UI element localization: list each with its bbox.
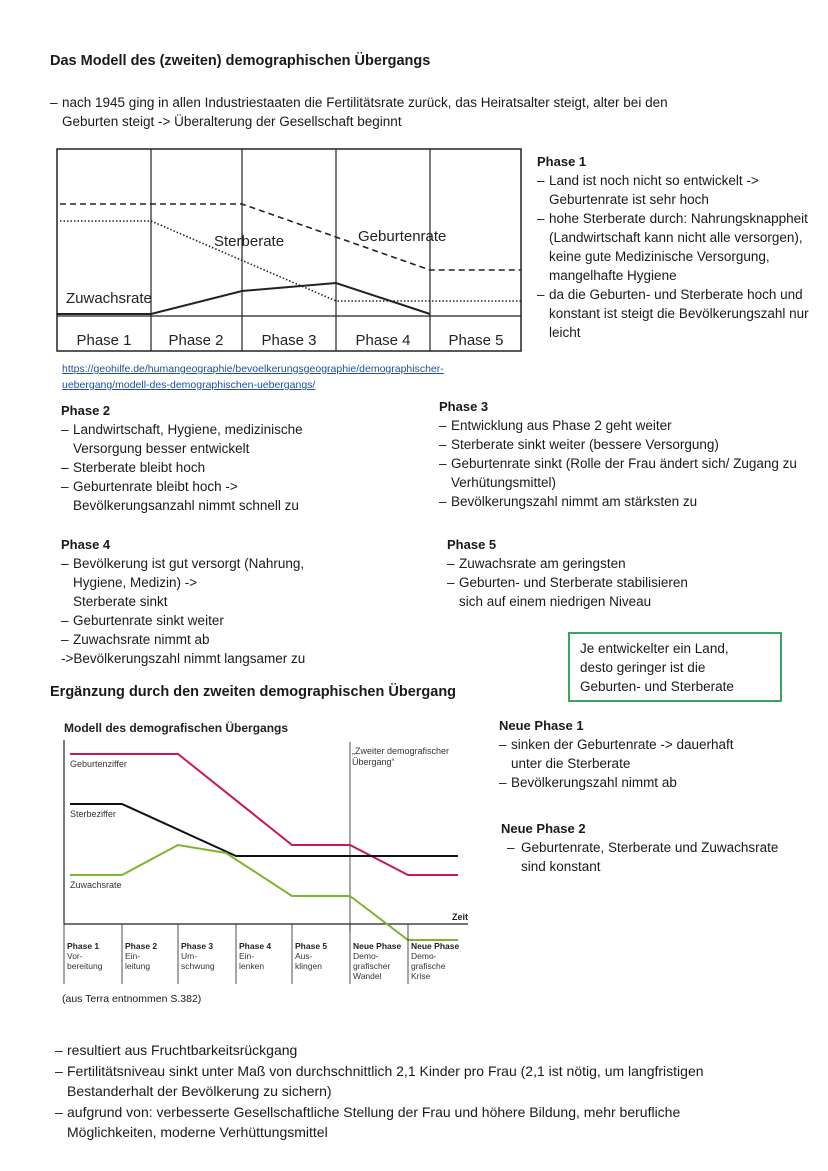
phase-label-1: Phase 1: [76, 332, 132, 349]
diagram2-title: Modell des demografischen Übergangs: [64, 721, 289, 735]
phase4-conclusion: ->Bevölkerungszahl nimmt langsamer zu: [61, 651, 306, 666]
list-item: – Landwirtschaft, Hygiene, medizinische: [61, 420, 401, 439]
diagram2-phase-labels: [67, 941, 459, 981]
list-item: Verhütungsmittel): [451, 475, 557, 490]
diagram2-phase-heading: Phase 5: [295, 941, 328, 951]
diagram2-phase-sublabel: Vor-: [67, 951, 83, 961]
zuwachsrate-curve-label: Zuwachsrate: [70, 880, 122, 890]
phase5-section: [447, 535, 767, 611]
neue-phase2-list: [501, 838, 821, 876]
zuwachsrate-curve: [70, 845, 458, 940]
diagram2-phase-sublabel: schwung: [181, 961, 215, 971]
geburtenrate-line: [60, 204, 521, 270]
list-item: – Bevölkerungszahl nimmt am stärksten zu: [439, 492, 824, 511]
diagram-frame: [57, 149, 521, 351]
section-subtitle: Ergänzung durch den zweiten demographischen Übergang: [50, 684, 457, 700]
phase-label-3: Phase 3: [261, 332, 317, 349]
phase4-list: [61, 554, 401, 649]
source-link-line-1[interactable]: https://geohilfe.de/humangeographie/bevoelkerungsgeographie/demographischer-: [62, 363, 444, 375]
list-item: Hygiene, Medizin) ->: [73, 575, 198, 590]
second-transition-label-2: Übergang“: [352, 757, 395, 767]
phase3-list: [439, 416, 824, 511]
list-item: leicht: [549, 325, 581, 340]
list-item: – Sterberate bleibt hoch: [61, 458, 401, 477]
phase-label-4: Phase 4: [355, 332, 411, 349]
demographic-transition-diagram: [56, 148, 522, 352]
diagram2-phase-sublabel: Um-: [181, 951, 198, 961]
list-item: sind konstant: [521, 859, 601, 874]
source-link-line-2[interactable]: uebergang/modell-des-demographischen-uebergangs/: [62, 379, 316, 391]
sterbeziffer-line: [70, 804, 458, 856]
zeit-label: Zeit: [452, 912, 469, 922]
list-item: mangelhafte Hygiene: [549, 268, 677, 283]
geburtenziffer-label: Geburtenziffer: [70, 759, 127, 769]
diagram2-phase-sublabel: leitung: [125, 961, 151, 971]
list-item: – resultiert aus Fruchtbarkeitsrückgang: [55, 1040, 820, 1061]
diagram2-phase-heading: Phase 2: [125, 941, 158, 951]
intro-line-1: – nach 1945 ging in allen Industriestaaten die Fertilitätsrate zurück, das Heiratsalter steigt, alter bei den: [50, 93, 810, 112]
diagram2-phase-sublabel: Ein-: [125, 951, 141, 961]
phase-label-5: Phase 5: [448, 332, 504, 349]
list-item: Möglichkeiten, moderne Verhüttungsmittel: [67, 1124, 328, 1140]
phase-label-2: Phase 2: [168, 332, 224, 349]
diagram2-source: (aus Terra entnommen S.382): [62, 993, 202, 1005]
diagram2-phase-heading: Neue Phase: [353, 941, 402, 951]
phase2-list: [61, 420, 401, 515]
phase3-heading: Phase 3: [439, 399, 489, 414]
diagram2-phase-sublabel: lenken: [239, 961, 265, 971]
diagram2-phase-sublabel: Demo-: [353, 951, 379, 961]
diagram2-phase-sublabel: klingen: [295, 961, 322, 971]
phase3-section: [439, 397, 824, 511]
list-item: – Entwicklung aus Phase 2 geht weiter: [439, 416, 824, 435]
list-item: – Bevölkerungszahl nimmt ab: [499, 773, 819, 792]
intro-line-2: Geburten steigt -> Überalterung der Gesellschaft beginnt: [62, 114, 402, 129]
list-item: keine gute Medizinische Versorgung,: [549, 249, 770, 264]
list-item: – hohe Sterberate durch: Nahrungsknappheit: [537, 209, 827, 228]
list-item: Geburtenrate ist sehr hoch: [549, 192, 709, 207]
list-item: – aufgrund von: verbesserte Gesellschaftliche Stellung der Frau und höhere Bildung, mehr berufliche: [55, 1102, 820, 1123]
neue-phase1-section: [499, 716, 819, 792]
geburtenrate-label: Geburtenrate: [358, 228, 447, 245]
diagram2-phase-heading: Phase 4: [239, 941, 272, 951]
phase5-heading: Phase 5: [447, 537, 497, 552]
sterberate-line: [60, 221, 521, 301]
neue-phase1-heading: Neue Phase 1: [499, 718, 584, 733]
diagram2-phase-sublabel: Demo-: [411, 951, 437, 961]
list-item: – Zuwachsrate am geringsten: [447, 554, 767, 573]
phase2-section: [61, 401, 401, 515]
list-item: – da die Geburten- und Sterberate hoch und: [537, 285, 827, 304]
list-item: – Geburtenrate sinkt (Rolle der Frau ändert sich/ Zugang zu: [439, 454, 824, 473]
phase5-list: [447, 554, 767, 611]
list-item: Sterberate sinkt: [73, 594, 168, 609]
list-item: unter die Sterberate: [511, 756, 631, 771]
second-transition-diagram: [60, 714, 472, 986]
summary-box-line-1: Je entwickelter ein Land,: [580, 641, 729, 656]
list-item: – Zuwachsrate nimmt ab: [61, 630, 401, 649]
phase1-list: [537, 171, 827, 342]
list-item: – Geburtenrate bleibt hoch ->: [61, 477, 401, 496]
list-item: – Geburten- und Sterberate stabilisieren: [447, 573, 767, 592]
list-item: – Geburtenrate, Sterberate und Zuwachsrate: [501, 838, 821, 857]
list-item: sich auf einem niedrigen Niveau: [459, 594, 652, 609]
diagram2-phase-sublabel: bereitung: [67, 961, 103, 971]
neue-phase1-list: [499, 735, 819, 792]
diagram2-phase-sublabel: grafischer: [353, 961, 391, 971]
summary-box-line-3: Geburten- und Sterberate: [580, 679, 734, 694]
diagram2-phase-heading: Phase 1: [67, 941, 100, 951]
diagram2-phase-sublabel: Aus-: [295, 951, 313, 961]
list-item: – Geburtenrate sinkt weiter: [61, 611, 401, 630]
diagram2-phase-heading: Neue Phase: [411, 941, 460, 951]
summary-box-line-2: desto geringer ist die: [580, 660, 706, 675]
diagram2-phase-sublabel: Krise: [411, 971, 431, 981]
list-item: – Land ist noch nicht so entwickelt ->: [537, 171, 827, 190]
list-item: – Sterberate sinkt weiter (bessere Versorgung): [439, 435, 824, 454]
summary-box: [568, 632, 782, 702]
neue-phase2-section: [501, 819, 821, 876]
phase4-section: [61, 535, 401, 668]
neue-phase2-heading: Neue Phase 2: [501, 821, 586, 836]
zuwachsrate-label: Zuwachsrate: [66, 290, 152, 307]
list-item: Bestanderhalt der Bevölkerung zu sichern): [67, 1083, 332, 1099]
diagram2-phase-sublabel: Ein-: [239, 951, 255, 961]
list-item: – Bevölkerung ist gut versorgt (Nahrung,: [61, 554, 401, 573]
list-item: (Landwirtschaft kann nicht alle versorgen),: [549, 230, 803, 245]
phase4-heading: Phase 4: [61, 537, 111, 552]
sterberate-label: Sterberate: [214, 233, 285, 250]
phase1-section: [537, 152, 827, 342]
diagram2-phase-sublabel: grafische: [411, 961, 446, 971]
source-link[interactable]: [62, 361, 444, 393]
phase1-heading: Phase 1: [537, 154, 587, 169]
bottom-text: [55, 1040, 820, 1143]
intro-text: [50, 93, 810, 131]
phase2-heading: Phase 2: [61, 403, 111, 418]
diagram2-phase-heading: Phase 3: [181, 941, 214, 951]
second-transition-label-1: „Zweiter demografischer: [352, 746, 450, 756]
list-item: – Fertilitätsniveau sinkt unter Maß von durchschnittlich 2,1 Kinder pro Frau (2,1 ist nötig, um langfristigen: [55, 1061, 820, 1082]
diagram2-phase-sublabel: Wandel: [353, 971, 382, 981]
page-title: Das Modell des (zweiten) demographischen Übergangs: [50, 53, 431, 69]
list-item: konstant ist steigt die Bevölkerungszahl nur: [549, 306, 809, 321]
list-item: – sinken der Geburtenrate -> dauerhaft: [499, 735, 819, 754]
list-item: Bevölkerungsanzahl nimmt schnell zu: [73, 498, 299, 513]
list-item: Versorgung besser entwickelt: [73, 441, 250, 456]
sterbeziffer-label: Sterbeziffer: [70, 809, 116, 819]
